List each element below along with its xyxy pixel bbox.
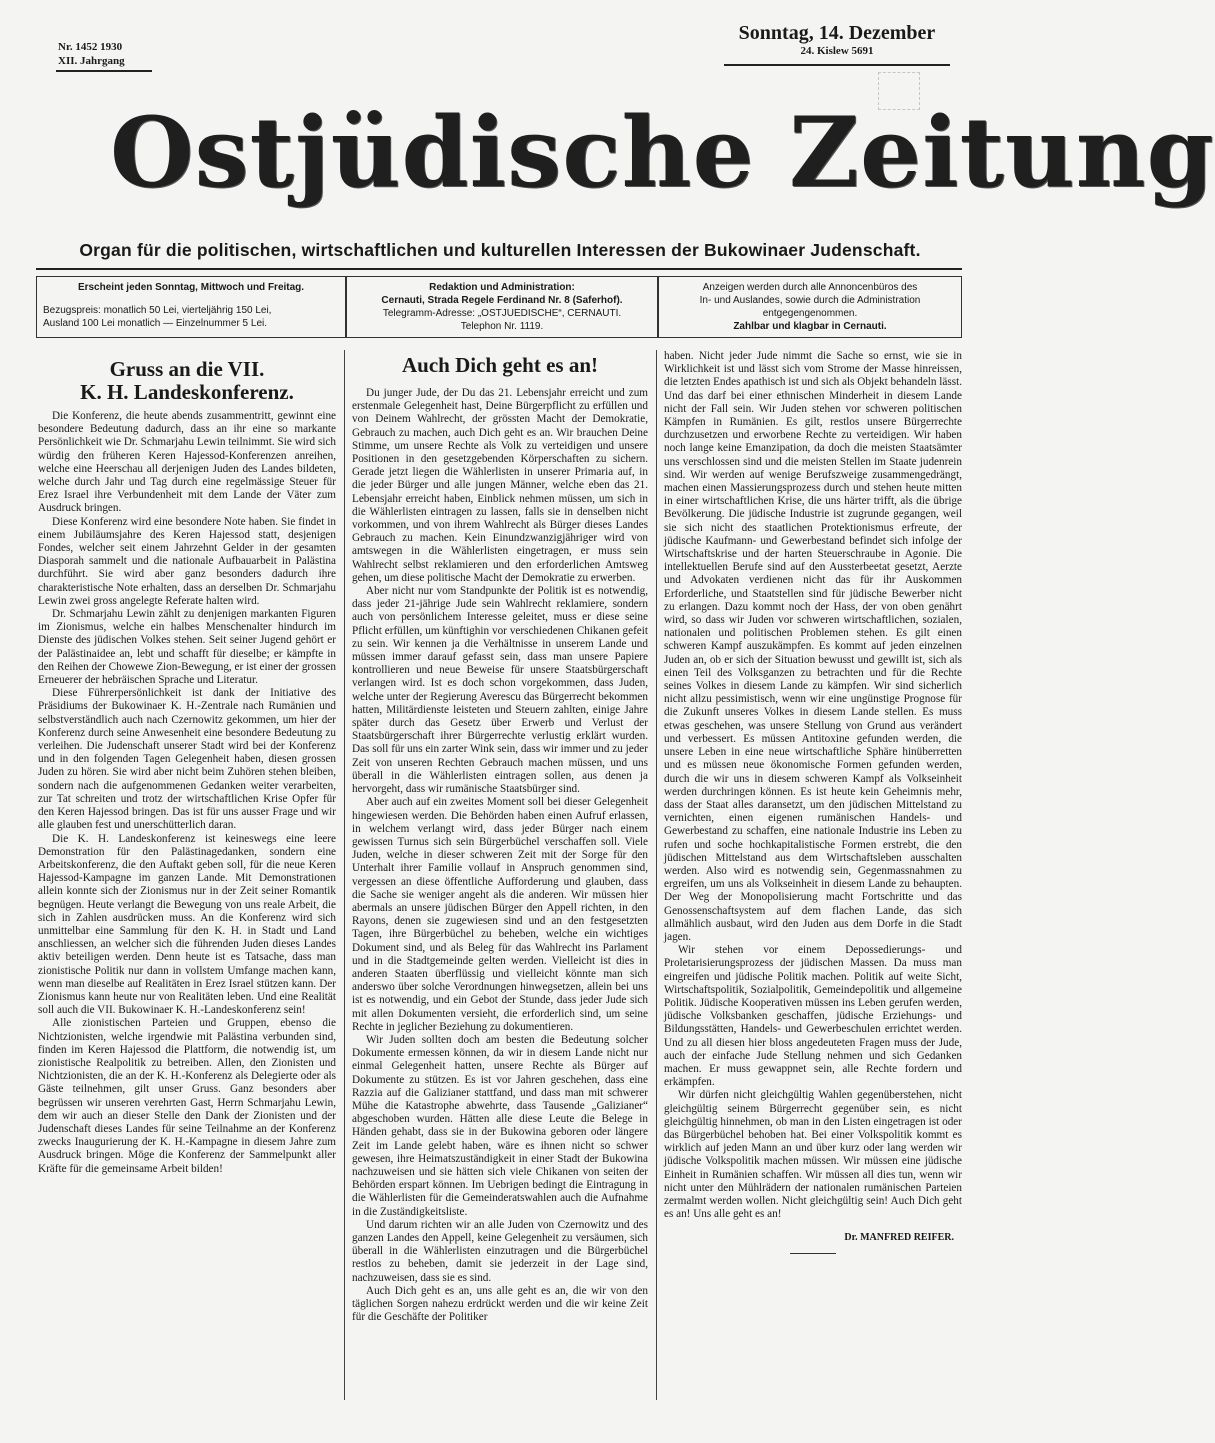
ads-line-4: Zahlbar und klagbar in Cernauti. [733,321,887,332]
foreign-price: Ausland 100 Lei monatlich — Einzelnummer 5 Lei. [43,318,268,329]
paragraph: Alle zionistischen Parteien und Gruppen, ebenso die Nichtzionisten, welche irgendwie mit Palästina verbunden sind, finden im Keren Hajessod die Plattform, die notwendig ist, um zionistische Realpolitik zu betreiben. Allen, den Zionisten und Nichtzionisten, die an der K. H.-Konferenz als Delegierte oder als Gäste teilnehmen, gilt unser Gruss. Ganz besonders aber begrüssen wir unseren verehrten Gast, Herrn Schmarjahu Lewin, dem wir auch an dieser Stelle den Dank der Zionisten und der Judenschaft dieses Landes für seine Teilnahme an der Konferenz zwecks Inaugurierung der K. H.-Kampagne in diesem Jahre zum Ausdruck bringen. Möge die Konferenz der Sammelpunkt aller Kräfte für die gemeinsame Arbeit bilden! [38,1017,336,1175]
article-auch-dich [352,350,648,1324]
editorial-heading: Redaktion und Administration: [429,282,575,293]
column-divider-1 [344,350,345,1400]
telegram-address: Telegramm-Adresse: „OSTJUEDISCHE“, CERNAUTI. [382,308,622,319]
telephone: Telephon Nr. 1119. [460,321,544,332]
paragraph: Diese Konferenz wird eine besondere Note haben. Sie findet in einem Jubiläumsjahre des Keren Hajessod statt, desjenigen Fondes, welcher seit einem Jahrzehnt Gelder in der gesamten Diasporah sammelt und die nationale Aufbauarbeit in Palästina durchführt. Sie wird aber ganz besonders dadurch ihre charakteristische Note erhalten, dass an derselben Dr. Schmarjahu Lewin zwei gross angelegte Referate halten wird. [38,515,336,607]
paragraph: Die K. H. Landeskonferenz ist keineswegs eine leere Demonstration für den Palästinagedanken, sondern eine Arbeitskonferenz, die den Auftakt geben soll, für die neue Keren Hajessod-Kampagne im ganzen Lande. Mit Demonstrationen allein konnte sich der Zionismus nur in der Zeit seiner Romantik begnügen. Heute verlangt die Bewegung von uns reale Arbeit, die sich in Zahlen ausdrücken muss. An die Konferenz wird sich unmittelbar eine Sammlung für den K. H. in Stadt und Land anschliessen, an welcher sich die führenden Juden dieses Landes aktiv beteiligen werden. Denn heute ist es Tatsache, dass man zionistische Politik nur dann in vollstem Umfange machen kann, wenn man dieselbe auf Realitäten in Erez Israel stützen kann. Der Zionismus kann heute nur von Realitäten leben. Und eine Realität soll auch die VII. Bukowinaer K. H.-Landeskonferenz sein! [38,832,336,1017]
ads-line-3: entgegengenommen. [762,308,858,319]
date-block [724,22,950,58]
issue-info [58,40,125,68]
article-continuation [664,350,962,1254]
masthead-title: Ostjüdische Zeitung [110,96,1215,209]
paragraph: haben. Nicht jeder Jude nimmt die Sache so ernst, wie sie in Wirklichkeit ist und lässt sich vom Strome der Masse hinreissen, die letzten Endes apathisch ist und sich als Objekt behandeln lässt. Und das darf bei einer ethnischen Minderheit in diesem Lande nicht der Fall sein. Wir Juden stehen vor schweren politischen Kämpfen in Rumänien. Es gilt, restlos unsere Bürgerrechte durchzusetzen und erworbene Rechte zu verteidigen. Wir haben noch lange keine Emanzipation, da doch die meisten Staatsämter uns verschlossen sind und die meisten Stellen im Staate judenrein sind. Wir werden auf wenige Berufszweige zusammengedrängt, machen einen Massierungsprozess durch und stehen heute mitten in einer wirtschaftlichen Krise, die uns härter trifft, als die übrige Bevölkerung. Die jüdische Industrie ist zugrunde gegangen, weil sie sich nicht des staatlichen Protektionismus erfreute, der jüdische Kaufmann- und Gewerbestand befindet sich infolge der Wirtschaftskrise und der harten Steuerschraube in Agonie. Die intellektuellen Berufe sind auf den Aussterbeetat gesetzt, Aerzte und Advokaten verdienen nicht das für ihr Auskommen Erforderliche, und Staatstellen sind für jüdische Bewerber nicht zu erlangen. Dazu kommt noch der Hass, der von oben genährt wird, so dass wir Juden vor schweren wirtschaftlichen, sozialen, nationalen und politischen Problemen stehen. Es gilt einen schweren Kampf auszukämpfen. Es kommt auf jeden einzelnen Juden an, ob er sich der Situation bewusst und gewillt ist, sich als einen Teil des Volksganzen zu betrachten und für die Rechte seines Volkes in diesem Lande zu kämpfen. Wir sind sicherlich nicht allzu pessimistisch, wenn wir eine ungünstige Prognose für die Zukunft unseres Volkes in diesem Lande stellen. Es muss etwas geschehen, was unsere Stellung von Grund aus verändert und verbessert. Es müssen Antitoxine gefunden werden, die unsere Leben in eine neue wirtschaftliche Sphäre hinüberretten und es müssen neue ökonomische Formen gefunden werden, durch die wir uns in diesem schweren Kampf als Volkseinheit werden durchringen können. Es ist heute kein Geheimnis mehr, dass der Staat alles daransetzt, um den jüdischen Mittelstand zu vernichten, einen eigenen rumänischen Handels- und Gewerbestand zu schaffen, eine nationale Industrie ins Leben zu rufen und soche hochkapitalistische Formen erstrebt, die den jüdischen Mittelstand aus dem Wirtschaftsleben ausschalten werden. Also wird es notwendig sein, Gegenmassnahmen zu ergreifen, um uns als Volkseinheit in diesem Lande zu behaupten. Der Weg der Monopolisierung macht Fortschritte und das Genossenschaftsystem auf dem flachen Lande, das sich allmählich ausbaut, wird den Juden aus dem Dorfe in die Stadt jagen. [664,350,962,943]
article-title-line-1: Gruss an die VII. [109,357,265,381]
paragraph: Diese Führerpersönlichkeit ist dank der Initiative des Präsidiums der Bukowinaer K. H.-Zentrale nach Rumänien und selbstverständlich auch nach Czernowitz gekommen, um hier der Konferenz durch seine Anwesenheit eine besondere Bedeutung zu verleihen. Die Judenschaft unserer Stadt wird bei der Konferenz und in den folgenden Tagen Gelegenheit haben, diesen grossen Juden zu hören. Sie wird aber nicht beim Zuhören stehen bleiben, sondern nach die aufgenommenen Gedanken weiter verarbeiten, zur Tat schreiten und trotz der wirtschaftlichen Krise Opfer für den Keren Hajessod bringen. Das ist für uns ausser Frage und wir alle glauben fest und unerschütterlich daran. [38,687,336,832]
paragraph: Wir dürfen nicht gleichgültig Wahlen gegenüberstehen, nicht gleichgültig seinem Bürgerrecht gegenüber sein, es nicht gleichgültig hinnehmen, ob man in den Listen eingetragen ist oder das Bürgerbüchel behoben hat. Bei einer Volkspolitik kommt es wirklich auf jeden Mann an und über kurz oder lang werden wir jüdische Volkspolitik machen müssen. Wir müssen eine jüdische Einheit in Rumänien schaffen. Wir müssen all dies tun, wenn wir nicht unter den Mühlrädern der nationalen rumänischen Parteien zermalmt werden wollen. Nicht gleichgültig sein! Auch Dich geht es an! Uns alle geht es an! [664,1089,962,1221]
article-title-line-2: K. H. Landeskonferenz. [80,380,294,404]
paragraph: Aber nicht nur vom Standpunkte der Politik ist es notwendig, dass jeder 21-jährige Jude sein Wahlrecht reklamiere, sondern auch von persönlichem Interesse geleitet, muss er diese seine Pflicht erfüllen, um künftighin vor verschiedenen Chikanen gefeit zu sein. Wir kennen ja die Verhältnisse in unserem Lande und müssen immer darauf gefasst sein, dass man unsere Papiere kontrollieren und neue Beweise für unsere Staatsbürgerschaft verlangen wird. Ist es doch schon vorgekommen, dass Juden, welche unter der Regierung Averescu das Bürgerrecht bekommen hatten, Militärdienste leisteten und Steuern zahlten, einige Jahre später durch das Gesetz über Erwerb und Verlust der Staatsbürgerschaft ihrer Bürgerrechte verlustig erklärt wurden. Das soll für uns ein zarter Wink sein, dass wir immer und zu jeder Zeit von unseren Rechten Gebrauch machen müssen, und uns überall in die Wählerlisten eintragen sollen, aus denen ja hervorgeht, dass wir rumänische Staatsbürger sind. [352,585,648,796]
paragraph: Du junger Jude, der Du das 21. Lebensjahr erreicht und zum erstenmale Gelegenheit hast, Deine Bürgerpflicht zu erfüllen und von Deinem Wahlrecht, der grössten Macht der Demokratie, Gebrauch zu machen, auch Dich geht es an. Wir brauchen Deine Stimme, um unsere Rechte als Volk zu verteidigen und unsere Positionen in den gesetzgebenden Körperschaften zu sichern. Gerade jetzt liegen die Wählerlisten in unserer Primaria auf, in die jeder Bürger und alle jungen Männer, welche eben das 21. Lebensjahr erreicht haben, Einblick nehmen müssen, um sich in die Wählerlisten eintragen zu lassen, falls sie in denselben nicht vorkommen, und von ihrem Wahlrecht als Bürger dieses Landes Gebrauch zu machen. Kein Einundzwanzigjähriger wird von amtswegen in die Wählerlisten eingetragen, er muss sein Wahlrecht selbst reklamieren und den erforderlichen Amtsweg gehen, um diese politische Macht der Demokratie zu erwerben. [352,387,648,584]
ads-line-1: Anzeigen werden durch alle Annoncenbüros des [702,282,918,293]
article-title: Auch Dich geht es an! [401,353,598,377]
paragraph: Die Konferenz, die heute abends zusammentritt, gewinnt eine besondere Bedeutung dadurch, dass an ihr eine so markante Persönlichkeit wie Dr. Schmarjahu Lewin teilnimmt. Sie wird sich würdig den früheren Keren Hajessod-Konferenzen anreihen, welche eine Heerschau all derjenigen Juden des Landes bildeten, welche durch Jahr und Tag durch eine regelmässige Steuer für Erez Israel ihre Verbundenheit mit dem Lande der Väter zum Ausdruck bringen. [38,410,336,515]
paragraph: Auch Dich geht es an, uns alle geht es an, die wir von den täglichen Sorgen nahezu erdrückt werden und die wir keine Zeit für die Geschäfte der Politiker [352,1284,648,1324]
masthead-subtitle: Organ für die politischen, wirtschaftlichen und kulturellen Interessen der Bukowinaer Judenschaft. [79,240,921,260]
issue-number: Nr. 1452 1930 [58,41,123,53]
publication-schedule: Erscheint jeden Sonntag, Mittwoch und Freitag. [77,282,305,293]
article-title [38,358,336,404]
date: Sonntag, 14. Dezember [738,22,936,44]
issue-rule [56,70,152,72]
ads-line-2: In- und Auslandes, sowie durch die Administration [699,295,921,306]
article-landeskonferenz [38,350,336,1176]
author-signature: Dr. MANFRED REIFER. [844,1232,954,1244]
column-divider-2 [656,350,657,1400]
paragraph: Dr. Schmarjahu Lewin zählt zu denjenigen markanten Figuren im Zionismus, welche ein halbes Menschenalter hindurch im Dienste des jüdischen Volkes stehen. Seit seiner Jugend gehört er der Palästinaidee an, lebt und schafft für dieselbe; er kämpfte in den Reihen der Chowewe Zion-Bewegung, er ist einer der grossen Erneuerer der hebräischen Sprache und Literatur. [38,608,336,687]
editorial-box [346,276,658,338]
date-rule [724,64,950,66]
subscription-price: Bezugspreis: monatlich 50 Lei, vierteljährig 150 Lei, [43,305,272,316]
paragraph: Und darum richten wir an alle Juden von Czernowitz und des ganzen Landes den Appell, keine Gelegenheit zu versäumen, sich überall in die Wählerlisten einzutragen und die Bürgerbüchel restlos zu beheben, damit sie jederzeit in der Lage sind, nachzuweisen, dass sie es sind. [352,1218,648,1284]
paragraph: Wir Juden sollten doch am besten die Bedeutung solcher Dokumente ermessen können, da wir in diesem Lande nicht nur einmal Gelegenheit hatten, unsere Rechte als Bürger auf Dokumente zu stützen. Es ist vor Jahren geschehen, dass eine Razzia auf die Galizianer stattfand, und dass man mit schwerer Mühe die Katastrophe abwehrte, dass Tausende „Galizianer“ abgeschoben wurden. Hätten alle diese Leute die Belege in Händen gehabt, dass sie in der Bukowina geboren oder längere Zeit im Lande gelebt haben, wäre es ihnen nicht so schwer gewesen, ihre Heimatszuständigkeit in einer Stadt der Bukowina nachzuweisen und sie hätten sich viele Chikanen von seiten der Behörden erspart können. Im Uebrigen bedingt die Eintragung in die Wählerlisten für die Gemeinderatswahlen auch die Aufnahme in die Zuständigkeitsliste. [352,1033,648,1218]
hebrew-date: 24. Kislew 5691 [800,45,874,57]
volume: XII. Jahrgang [58,55,125,67]
end-rule [790,1253,836,1254]
subtitle-rule [36,268,962,270]
paragraph: Aber auch auf ein zweites Moment soll bei dieser Gelegenheit hingewiesen werden. Die Behörden haben einen Aufruf erlassen, in welchem verlangt wird, dass jeder Bürger nach einem gewissen Turnus sich sein Bürgerbüchel verschaffen soll. Viele Juden, welche in dieser schweren Zeit mit der Sorge für den Unterhalt ihrer Familie vollauf in Anspruch genommen sind, vergessen an diese öffentliche Aufforderung und glauben, dass die Sache sie weniger angeht als die anderen. Wir müssen hier abermals an unsere jüdischen Bürger den Appell richten, in den Rayons, denen sie zugewiesen sind und an den festgesetzten Tagen, ihre Bürgerbüchel zu beheben, welche ein wichtiges Dokument sind, und als Beleg für das Wahlrecht ins Parlament und in die Stadtgemeinde gelten werden. Vielleicht ist dies in anderen Staaten überflüssig und vielleicht könnte man sich anderswo über solche Verordnungen hinwegsetzen, allein bei uns ist es notwendig, und ein Gebot der Stunde, dass jeder Jude sich mit allen Dokumenten versieht, die erforderlich sind, um seine Rechte in jeglicher Beziehung zu dokumentieren. [352,796,648,1033]
editorial-address: Cernauti, Strada Regele Ferdinand Nr. 8 (Saferhof). [381,295,623,306]
subscription-box [36,276,346,338]
advertising-box [658,276,962,338]
paragraph: Wir stehen vor einem Depossedierungs- und Proletarisierungsprozess der jüdischen Massen. Da muss man eingreifen und jüdische Politik machen. Politik auf weite Sicht, Wirtschaftspolitik, Sozialpolitik, Gemeindepolitik und allgemeine Politik. Jüdische Kooperativen müssen ins Leben gerufen werden, jüdische Volksbanken geschaffen, jüdische Erziehungs- und Bildungsstätten, Handels- und Gewerbeschulen errichtet werden. Und zu all diesen hier bloss angedeuteten Fragen muss der Jude, auch der einfache Jude Stellung nehmen und sich Gedanken machen. Er muss gewappnet sein, alle Rechte fordern und erkämpfen. [664,944,962,1089]
